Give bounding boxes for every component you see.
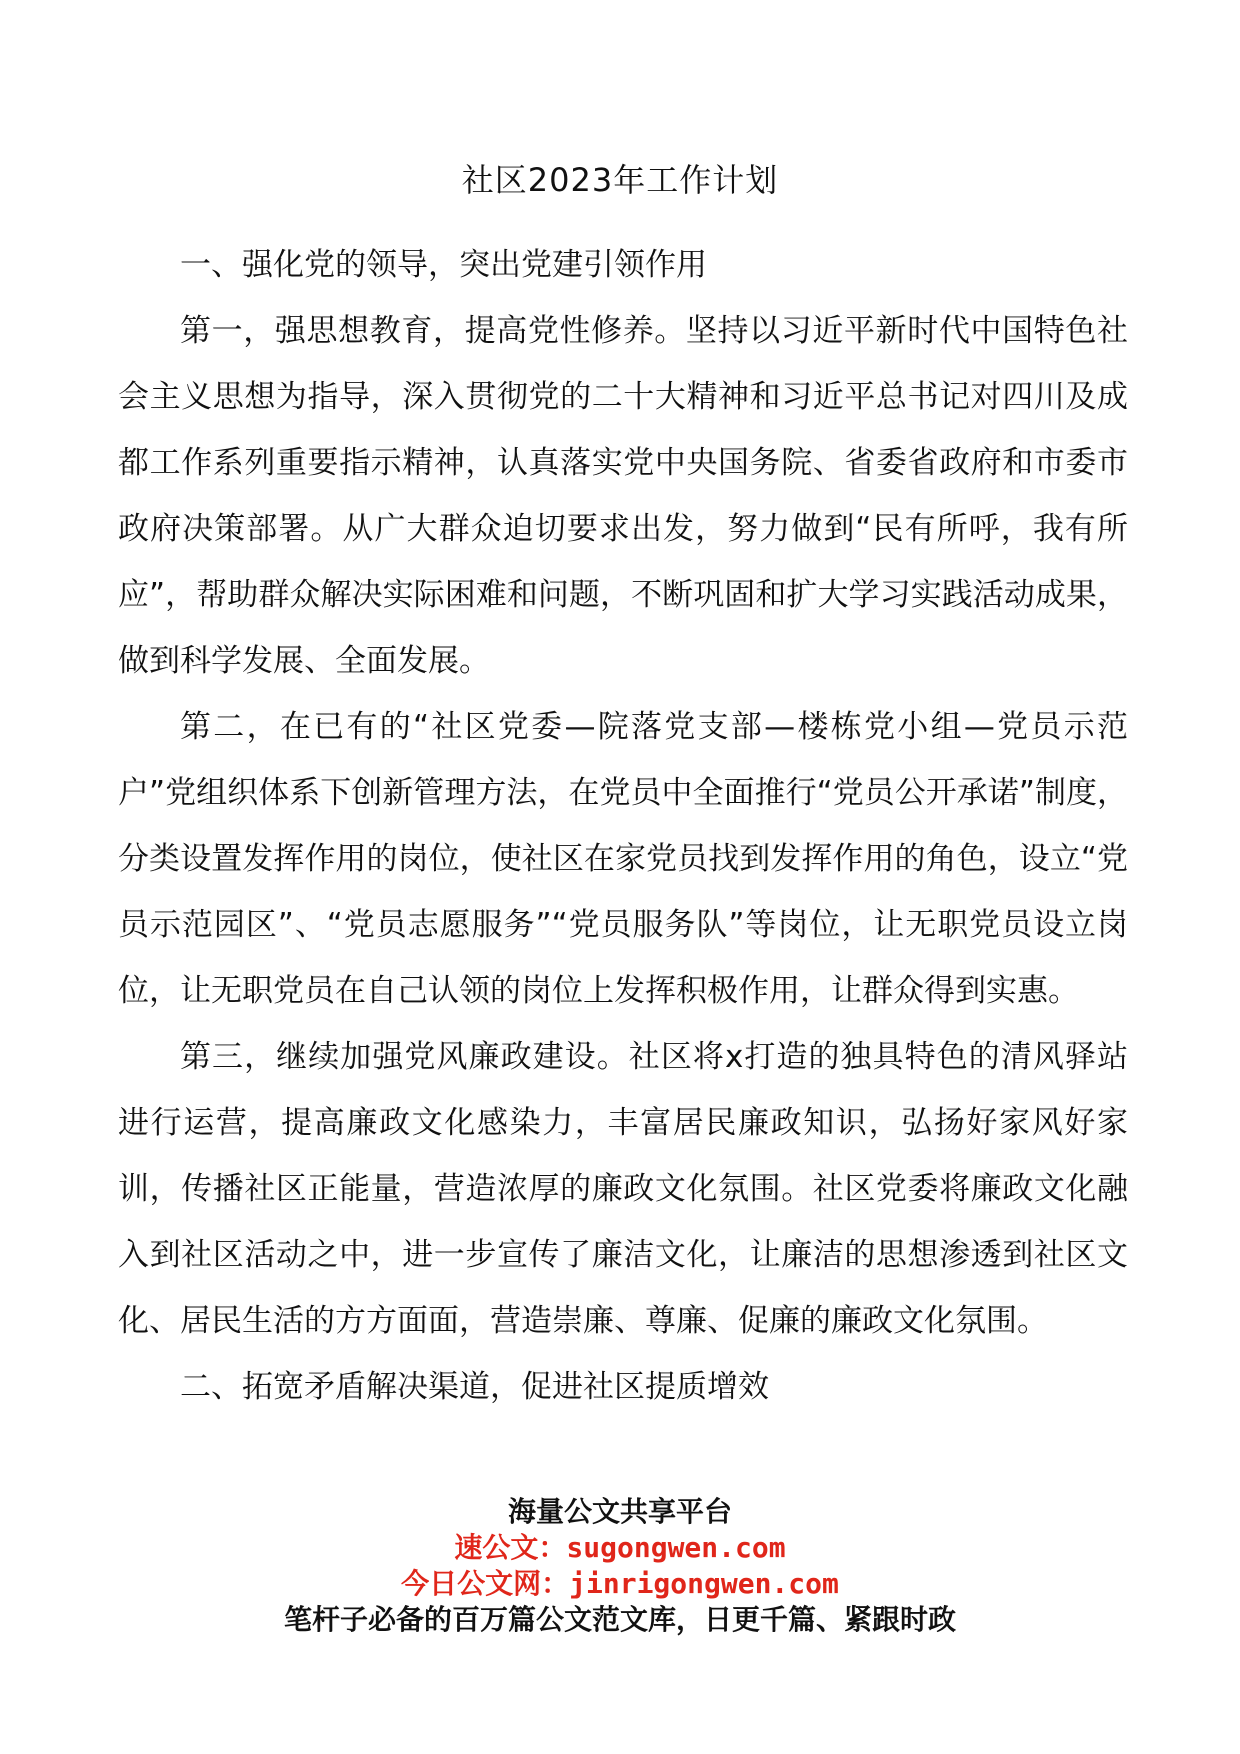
footer-slogan: 笔杆子必备的百万篇公文范文库，日更千篇、紧跟时政 [283,1603,956,1636]
watermark-footer [0,1494,1240,1638]
footer-site-1-url[interactable]: sugongwen.com [566,1531,786,1564]
paragraph-second: 第二，在已有的“社区党委—院落党支部—楼栋党小组—党员示范户”党组织体系下创新管理方法，在党员中全面推行“党员公开承诺”制度，分类设置发挥作用的岗位，使社区在家党员找到发挥作用的角色，设立“党员示范园区”、“党员志愿服务”“党员服务队”等岗位，让无职党员设立岗位，让无职党员在自己认领的岗位上发挥积极作用，让群众得到实惠。 [118,709,1128,1009]
paragraph-third: 第三，继续加强党风廉政建设。社区将x打造的独具特色的清风驿站进行运营，提高廉政文化感染力，丰富居民廉政知识，弘扬好家风好家训，传播社区正能量，营造浓厚的廉政文化氛围。社区党委将廉政文化融入到社区活动之中，进一步宣传了廉洁文化，让廉洁的思想渗透到社区文化、居民生活的方方面面，营造崇廉、尊廉、促廉的廉政文化氛围。 [118,1039,1128,1339]
footer-site-1 [0,1530,1240,1566]
footer-site-2 [0,1566,1240,1602]
paragraph-first: 第一，强思想教育，提高党性修养。坚持以习近平新时代中国特色社会主义思想为指导，深入贯彻党的二十大精神和习近平总书记对四川及成都工作系列重要指示精神，认真落实党中央国务院、省委省政府和市委市政府决策部署。从广大群众迫切要求出发，努力做到“民有所呼，我有所应”，帮助群众解决实际困难和问题，不断巩固和扩大学习实践活动成果，做到科学发展、全面发展。 [118,313,1128,679]
document-body [118,232,1128,1420]
section-heading-1: 一、强化党的领导，突出党建引领作用 [180,247,707,283]
document-title: 社区2023年工作计划 [461,161,779,199]
footer-site-2-label: 今日公文网： [401,1567,570,1600]
footer-site-2-url[interactable]: jinrigongwen.com [569,1567,839,1600]
footer-platform: 海量公文共享平台 [507,1495,732,1528]
section-heading-2: 二、拓宽矛盾解决渠道，促进社区提质增效 [180,1369,769,1405]
footer-site-1-label: 速公文： [454,1531,567,1564]
